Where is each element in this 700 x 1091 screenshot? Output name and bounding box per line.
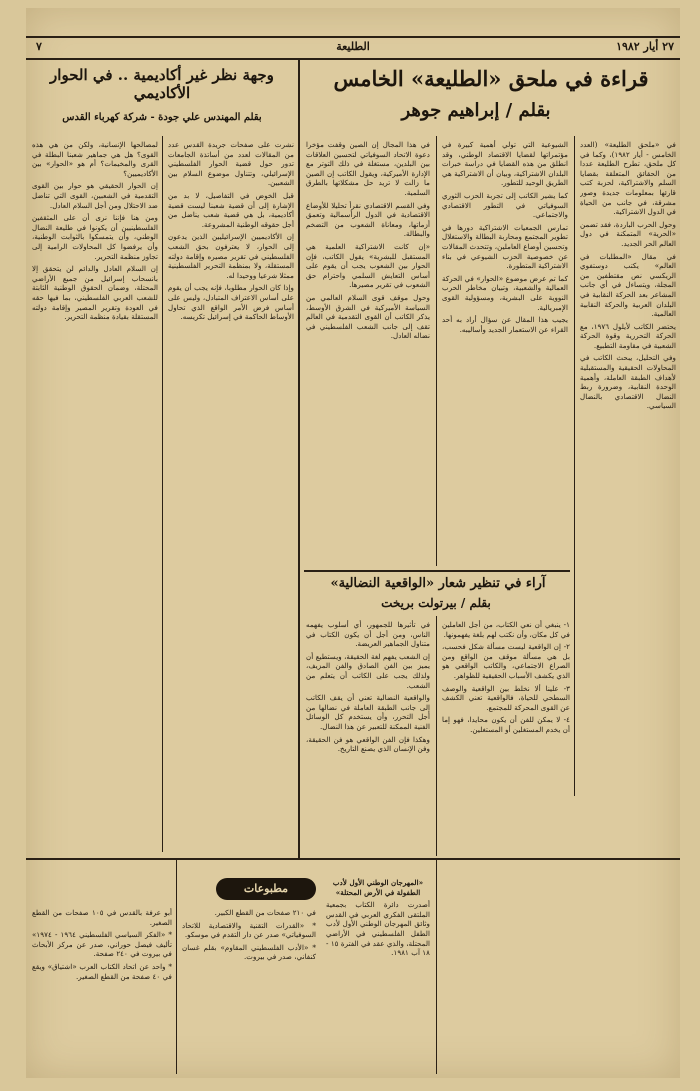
article2-column-1: نشرت على صفحات جريدة القدس عدد من المقالات لعدد من أساتذة الجامعات تدور حول قضية الحوار الفلسطيني الإسرائيلي، وتتناول موضوع السلام بين الشعبين. قبل الخوض في التفاصيل، لا بد من الإشارة إلى أن قضية شعبنا ليست قضية أكاديمية، بل هي قضية شعب يناضل من أجل حقوقه الوطنية المشروعة. إن الأكاديميين الإسرائيليين الذين يدعون إلى الحوار، لا يعترفون بحق الشعب الفلسطيني في تقرير مصيره وإقامة دولته المستقلة، ولا بمنظمة التحرير الفلسطينية ممثلا شرعيا ووحيدا له. وإذا كان الحوار مطلوبا، فإنه يجب أن يقوم على أساس الاعتراف المتبادل، وليس على أساس فرض الأمر الواقع الذي تحاول الأوساط الحاكمة في إسرائيل تكريسه.: [168, 140, 294, 322]
rule-a2-c: [162, 136, 163, 852]
rule-a3-top: [304, 570, 570, 572]
rule-bottom-c1: [436, 860, 437, 1074]
article1-column-3: في هذا المجال إن الصين وقفت مؤخرا دعوة الاتحاد السوفياتي لتحسين العلاقات بين البلدين، مستغلة في ذلك التوتر مع الإدارة الأميركية، ويقول الكاتب إن الصين ما زالت لا تريد حل مشكلاتها بالطرق السلمية. وفي القسم الاقتصادي نقرأ تحليلا للأوضاع الاقتصادية في الدول الرأسمالية وتعمق أزماتها، ومعاناة الشعوب من التضخم والبطالة. «إن كانت الاشتراكية العلمية هي المستقبل للبشرية» يقول الكاتب، فإن الحوار بين الشعوب يجب أن يقوم على أساس التعايش السلمي واحترام حق الشعوب في تقرير مصيرها. وحول موقف قوى السلام العالمي من السياسة الأميركية في الشرق الأوسط، يذكر الكاتب أن القوى التقدمية في العالم تقف إلى جانب الشعب الفلسطيني في نضاله العادل.: [306, 140, 430, 341]
article2-title: وجهة نظر غير أكاديمية .. في الحوار الأكاديمي: [50, 66, 274, 102]
page-number: ٧: [36, 40, 42, 53]
rule-a1-c1: [574, 136, 575, 796]
article1-byline: بقلم / إبراهيم جوهر: [401, 100, 551, 121]
article2-byline: بقلم المهندس علي جودة - شركة كهرباء القدس: [62, 112, 262, 123]
publications-column-2: في ٢١٠ صفحات من القطع الكبير. * «القدرات التقنية والاقتصادية للاتحاد السوفياتي» صدر عن دار التقدم في موسكو. * «الأدب الفلسطيني المقاوم» بقلم غسان كنفاني، صدر في بيروت.: [182, 908, 316, 962]
article3-column-2: في تأثيرها للجمهور، أي أسلوب يفهمه الناس، ومن أجل أن يكون الكتاب في متناول الجماهير العريضة. إن الشعب يفهم لغة الحقيقة، ويستطيع أن يميز بين الفن الصادق والفن المزيف، ولذلك يجب على الكاتب أن يتعلم من الشعب. والواقعية النضالية تعني أن يقف الكاتب إلى جانب الطبقة العاملة في نضالها من أجل التحرر، وأن يستخدم كل الوسائل الفنية الممكنة للتعبير عن هذا النضال. وهكذا فإن الفن الواقعي هو فن الحقيقة، وفن الإنسان الذي يصنع التاريخ.: [306, 620, 430, 754]
article3-column-1: ١- ينبغي أن نعي الكتاب، من أجل العاملين في كل مكان، وأن نكتب لهم بلغة يفهمونها. ٢- إن الواقعية ليست مسألة شكل فحسب، بل هي مسألة موقف من الواقع ومن الصراع الاجتماعي، والكاتب الواقعي هو الذي يكشف الأسباب الحقيقية للظواهر. ٣- علينا ألا نخلط بين الواقعية والوصف السطحي للحياة، فالواقعية تعني الكشف عن القوى المحركة للمجتمع. ٤- لا يمكن للفن أن يكون محايدا، فهو إما أن يخدم المستغلين أو المستغلين.: [442, 620, 570, 734]
paper-name: الطليعة: [336, 40, 370, 53]
article3-title: آراء في تنظير شعار «الواقعية النضالية»: [330, 576, 546, 591]
article2-column-2: لمصالحها الإنسانية، ولكن من هي هذه القوى؟ هل هي جماهير شعبنا البطلة في القرى والمخيمات؟ أم هو «الحوار» بين الأكاديميين؟ إن الحوار الحقيقي هو حوار بين القوى التقدمية في الشعبين، القوى التي تناضل ضد الاحتلال ومن أجل السلام العادل. ومن هنا فإننا نرى أن على المثقفين الفلسطينيين أن يكونوا في طليعة النضال الوطني، وأن يتمسكوا بالثوابت الوطنية، وأن يرفضوا كل المحاولات الرامية إلى تجاوز منظمة التحرير. إن السلام العادل والدائم لن يتحقق إلا بانسحاب إسرائيل من جميع الأراضي المحتلة، وضمان الحقوق الوطنية الثابتة للشعب العربي الفلسطيني، بما فيها حقه في العودة وتقرير المصير وإقامة دولته المستقلة بقيادة منظمة التحرير.: [32, 140, 158, 322]
rule-a1-c2: [436, 136, 437, 566]
newspaper-page: [26, 8, 680, 1078]
article3-byline: بقلم / بيرتولت بريخت: [381, 596, 491, 610]
publications-column-3: «المهرجان الوطني الأول لأدب الطفولة في الأرض المحتلة» أصدرت دائرة الكتاب بجمعية الملتقى الفكري العربي في القدس وثائق المهرجان الوطني الأول لأدب الطفل الفلسطيني في الأراضي المحتلة، والذي عقد في الفترة ١٥ - ١٨ آب ١٩٨١.: [326, 878, 430, 958]
article1-column-2: الشيوعية التي تولي أهمية كبيرة في مؤتمراتها لقضايا الاقتصاد الوطني، وقد انطلق من هذه القضايا في دراسة خبرات البلدان الاشتراكية، وبيان أن الاشتراكية هي الطريق الوحيد للتطور. كما يشير الكاتب إلى تجربة الحزب الثوري السوفياتي في التطور الاقتصادي والاجتماعي. تمارس الجمعيات الاشتراكية دورها في تطوير المجتمع ومحاربة البطالة والاستغلال وتحسين أوضاع العاملين، وتتحدث المقالات عن خصوصية الحزب الشيوعي في بناء الاشتراكية المتطورة. كما تم عرض موضوع «الحوار» في الحركة العمالية والشعبية، وتبيان مخاطر الحرب النووية على البشرية، ومسؤولية القوى الإمبريالية. يجيب هذا المقال عن سؤال أراد به أحد القراء عن الاستعمار الجديد وأساليبه.: [442, 140, 568, 334]
rule-bottom-c2: [176, 860, 177, 1074]
issue-date: ٢٧ أيار ١٩٨٢: [616, 40, 674, 53]
rule-a3-c: [436, 616, 437, 856]
rule-main-vertical: [298, 60, 300, 860]
page-header: [26, 36, 680, 60]
rule-bottom-top: [26, 858, 680, 860]
publications-label: مطبوعات: [216, 878, 316, 900]
article1-title: قراءة في ملحق «الطليعة» الخامس: [333, 66, 649, 91]
publications-column-1: أبو عرفة بالقدس في ١٠٥ صفحات من القطع الصغير. * «الفكر السياسي الفلسطيني ١٩٦٤ - ١٩٧٤» تأليف فيصل حوراني، صدر عن مركز الأبحاث في بيروت في ٢٤٠ صفحة. * واحد عن اتحاد الكتاب العرب «اشتياق» ويقع في ٤٠ صفحة من القطع الصغير.: [32, 908, 172, 981]
article1-column-1: في «ملحق الطليعة» (العدد الخامس - أيار ١٩٨٢)، وكما في كل ملحق، تطرح الطليعة عددا من الحقائق المتعلقة بقضايا السلم والاشتراكية، لحزبة كتب قارئها بمعلومات جديدة وصور مشرقة، في جانب من الحياة في الدول الاشتراكية. وحول الحرب الباردة، فقد تضمن «الحرية» المتمكنة في دول العالم الحر الجديد. في مقال «المطلبات في العالم» يكتب دوستفوي الريكسي نص مقتطفين من المجلة، ويتساءل في أي جانب المشاعر بعد الحركة النقابية في البلدان العربية والحركة النقابية العالمية. يحتضر الكاتب لأيلول ١٩٧٦، مع الحركة التحررية وقوة الحركة الشعبية في مقاومة التطبيع. وفي التحليل، يبحث الكاتب في المحاولات الحقيقية والمستقبلية لأهداف الطبقة العاملة، وأهمية الوحدة النقابية، وضرورة ربط النضال الاقتصادي بالنضال السياسي.: [580, 140, 676, 411]
